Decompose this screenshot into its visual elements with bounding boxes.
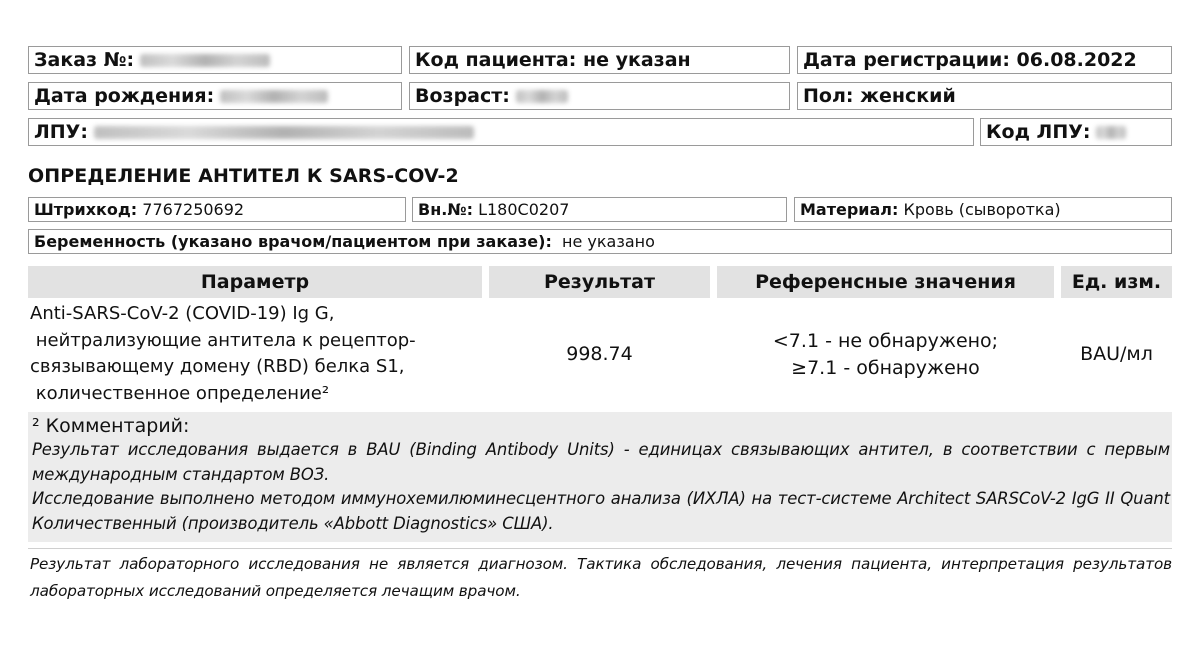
material-value: Кровь (сыворотка) [903,200,1061,219]
parameter-line: нейтрализующие антитела к рецептор- [30,329,416,351]
internal-number-label: Вн.№: [418,200,473,219]
order-number-field [28,46,402,74]
order-number-label: Заказ №: [34,49,135,71]
patient-code-field [409,46,790,74]
internal-number-field [412,197,787,222]
registration-date-field [797,46,1172,74]
age-label: Возраст: [415,85,510,107]
column-header-parameter: Параметр [28,266,482,298]
age-field [409,82,790,110]
lpu-field [28,118,974,146]
barcode-label: Штрихкод: [34,200,138,219]
sex-text: Пол: женский [803,85,956,107]
patient-code-text: Код пациента: не указан [415,49,691,71]
sex-field [797,82,1172,110]
redacted-value [94,126,474,139]
redacted-value [1096,126,1126,139]
material-label: Материал: [800,200,899,219]
birth-date-field [28,82,402,110]
lpu-code-field [980,118,1172,146]
redacted-value [220,90,328,103]
birth-date-label: Дата рождения: [34,85,215,107]
column-header-result: Результат [489,266,710,298]
redacted-value [516,90,568,103]
unit-value: BAU/мл [1080,343,1153,365]
lpu-code-label: Код ЛПУ: [986,121,1091,143]
barcode-value: 7767250692 [142,200,245,219]
lpu-label: ЛПУ: [34,121,88,143]
parameter-line: Anti-SARS-CoV-2 (COVID-19) Ig G, [30,303,335,324]
redacted-value [140,54,270,67]
registration-date-text: Дата регистрации: 06.08.2022 [803,49,1137,71]
divider [28,548,1172,549]
disclaimer-text: Результат лабораторного исследования не является диагнозом. Тактика обследования, лечения пациента, интерпретация результатов лабораторных исследований определяется лечащим врачом. [30,555,1172,600]
material-field [794,197,1172,222]
internal-number-value: L180C0207 [478,200,570,219]
parameter-line: количественное определение² [30,382,330,404]
reference-line: ≥7.1 - обнаружено [791,356,980,379]
result-value: 998.74 [566,343,633,365]
comment-text-standard: Результат исследования выдается в BAU (Binding Antibody Units) - единицах связывающих антител, в соответствии с первым международным стандартом ВОЗ. [32,440,1170,484]
column-header-unit: Ед. изм. [1061,266,1172,298]
column-header-reference: Референсные значения [717,266,1054,298]
parameter-name [30,301,470,407]
reference-line: <7.1 - не обнаружено; [772,330,999,352]
parameter-line: связывающему домену (RBD) белка S1, [30,356,405,377]
comment-title: ² Комментарий: [32,415,190,437]
barcode-field [28,197,406,222]
section-title: ОПРЕДЕЛЕНИЕ АНТИТЕЛ К SARS-COV-2 [28,165,459,187]
pregnancy-value: не указано [562,232,655,251]
comment-text-method: Исследование выполнено методом иммунохемилюминесцентного анализа (ИХЛА) на тест-системе Architect SARSCoV-2 IgG II Quant Количественный (производитель «Abbott Diagnostics» США). [32,489,1170,533]
pregnancy-field [28,229,1172,254]
pregnancy-label: Беременность (указано врачом/пациентом при заказе): [34,232,552,251]
comment-block [28,412,1172,542]
reference-values [717,328,1054,381]
